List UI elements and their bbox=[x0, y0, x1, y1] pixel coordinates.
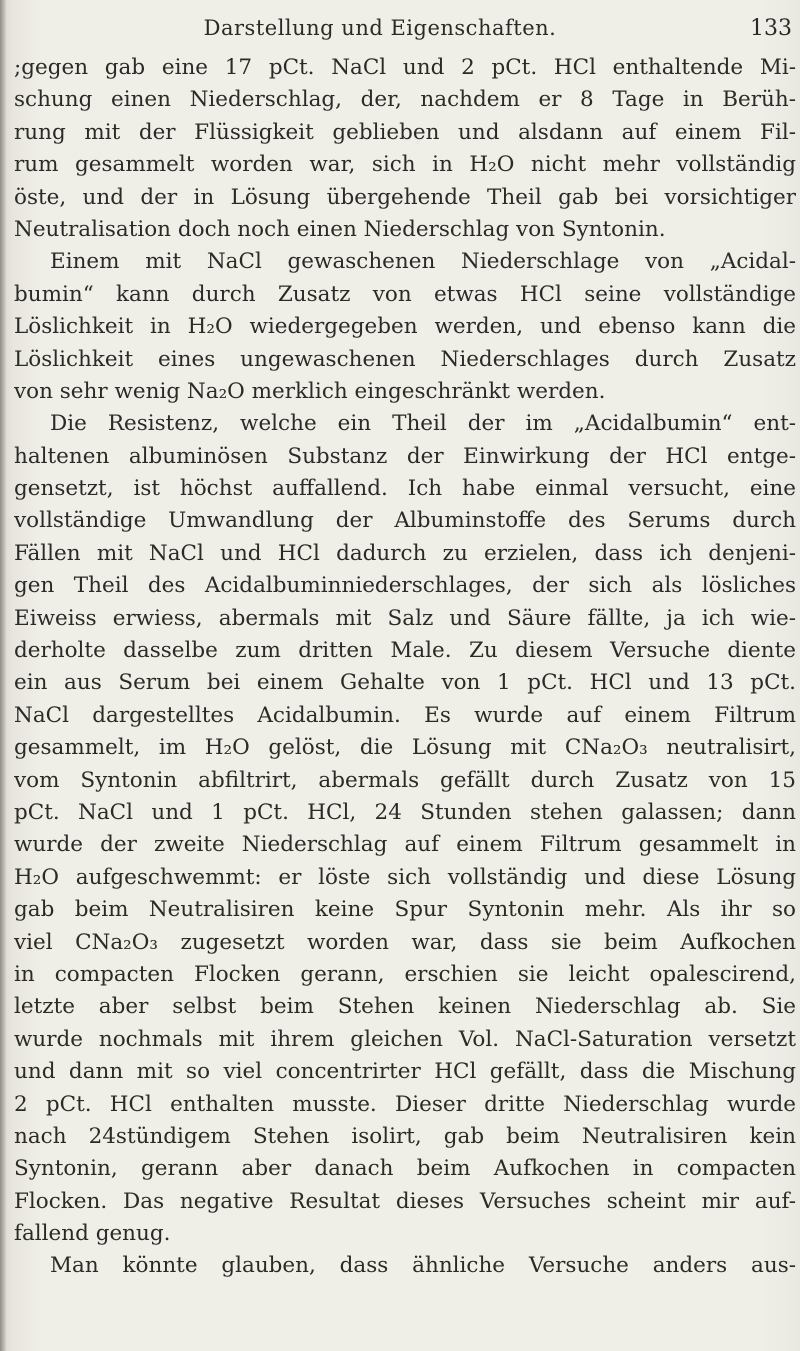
page-gutter-shadow bbox=[0, 0, 6, 1351]
text-line: nach 24stündigem Stehen isolirt, gab beim Neutralisiren kein bbox=[14, 1123, 796, 1149]
page-number: 133 bbox=[750, 16, 792, 41]
text-line: wurde nochmals mit ihrem gleichen Vol. NaCl-Saturation versetzt bbox=[14, 1026, 796, 1052]
text-line: NaCl dargestelltes Acidalbumin. Es wurde auf einem Filtrum bbox=[14, 702, 796, 728]
text-line: gab beim Neutralisiren keine Spur Syntonin mehr. Als ihr so bbox=[14, 897, 796, 923]
text-line: Syntonin, gerann aber danach beim Aufkochen in compacten bbox=[14, 1156, 796, 1182]
text-line: vollständige Umwandlung der Albuminstoffe des Serums durch bbox=[14, 508, 796, 534]
text-line: pCt. NaCl und 1 pCt. HCl, 24 Stunden stehen galassen; dann bbox=[14, 799, 796, 825]
running-title: Darstellung und Eigenschaften. bbox=[203, 16, 557, 40]
text-line: ;gegen gab eine 17 pCt. NaCl und 2 pCt. HCl enthaltende Mi- bbox=[14, 55, 796, 80]
text-line: letzte aber selbst beim Stehen keinen Niederschlag ab. Sie bbox=[14, 994, 796, 1020]
text-line: derholte dasselbe zum dritten Male. Zu diesem Versuche diente bbox=[14, 638, 796, 664]
text-line: rum gesammelt worden war, sich in H₂O nicht mehr vollständig bbox=[14, 152, 796, 178]
text-line: schung einen Niederschlag, der, nachdem er 8 Tage in Berüh- bbox=[14, 87, 796, 113]
text-line: Fällen mit NaCl und HCl dadurch zu erzielen, dass ich denjeni- bbox=[14, 540, 796, 566]
text-line: gensetzt, ist höchst auffallend. Ich habe einmal versucht, eine bbox=[14, 476, 796, 502]
text-line: Man könnte glauben, dass ähnliche Versuche anders aus- bbox=[50, 1253, 796, 1279]
text-line: in compacten Flocken gerann, erschien sie leicht opalescirend, bbox=[14, 961, 796, 987]
text-line: 2 pCt. HCl enthalten musste. Dieser dritte Niederschlag wurde bbox=[14, 1091, 796, 1117]
text-line: gen Theil des Acidalbuminniederschlages, der sich als lösliches bbox=[14, 573, 796, 599]
text-line: und dann mit so viel concentrirter HCl gefällt, dass die Mischung bbox=[14, 1059, 796, 1085]
text-line: fallend genug. bbox=[14, 1221, 171, 1247]
text-line: vom Syntonin abfiltrirt, abermals gefällt durch Zusatz von 15 bbox=[14, 767, 796, 793]
text-line: rung mit der Flüssigkeit geblieben und alsdann auf einem Fil- bbox=[14, 119, 796, 145]
text-line: Löslichkeit eines ungewaschenen Niederschlages durch Zusatz bbox=[14, 346, 796, 372]
text-line: haltenen albuminösen Substanz der Einwirkung der HCl entge- bbox=[14, 443, 796, 469]
text-line: Die Resistenz, welche ein Theil der im „Acidalbumin“ ent- bbox=[50, 411, 796, 437]
text-line: Löslichkeit in H₂O wiedergegeben werden, und ebenso kann die bbox=[14, 314, 796, 340]
text-line: H₂O aufgeschwemmt: er löste sich vollständig und diese Lösung bbox=[14, 864, 796, 890]
body-text bbox=[14, 52, 796, 1283]
text-line: ein aus Serum bei einem Gehalte von 1 pCt. HCl und 13 pCt. bbox=[14, 670, 796, 696]
text-line: wurde der zweite Niederschlag auf einem Filtrum gesammelt in bbox=[14, 832, 796, 858]
text-line: Eiweiss erwiess, abermals mit Salz und Säure fällte, ja ich wie- bbox=[14, 605, 796, 631]
text-line: viel CNa₂O₃ zugesetzt worden war, dass sie beim Aufkochen bbox=[14, 929, 796, 955]
text-line: Einem mit NaCl gewaschenen Niederschlage von „Acidal- bbox=[50, 249, 796, 275]
text-line: öste, und der in Lösung übergehende Theil gab bei vorsichtiger bbox=[14, 184, 796, 210]
text-line: Flocken. Das negative Resultat dieses Versuches scheint mir auf- bbox=[14, 1188, 796, 1214]
running-head bbox=[40, 16, 792, 46]
text-line: gesammelt, im H₂O gelöst, die Lösung mit CNa₂O₃ neutralisirt, bbox=[14, 735, 796, 761]
text-line: von sehr wenig Na₂O merklich eingeschränkt werden. bbox=[14, 378, 606, 404]
text-line: bumin“ kann durch Zusatz von etwas HCl seine vollständige bbox=[14, 281, 796, 307]
text-line: Neutralisation doch noch einen Niederschlag von Syntonin. bbox=[14, 216, 666, 242]
